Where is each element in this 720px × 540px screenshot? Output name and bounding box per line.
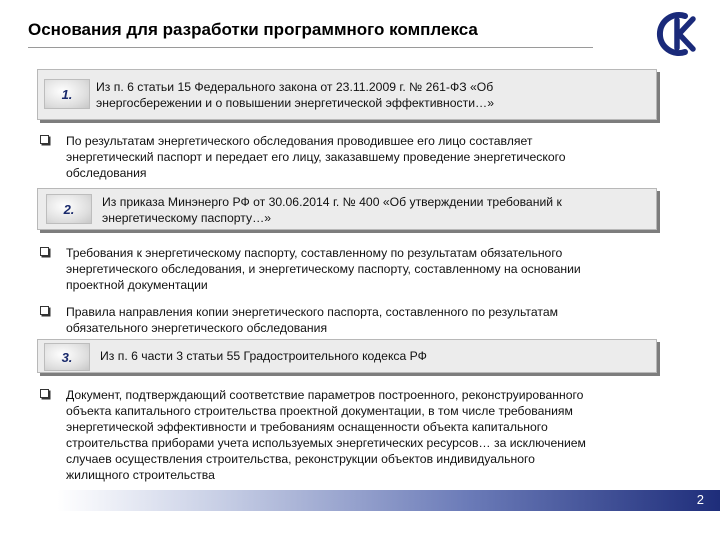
bullet-text: Правила направления копии энергетического паспорта, составленного по результатам обязательного энергетического обследования xyxy=(66,305,558,335)
bullet-text: Требования к энергетическому паспорту, составленному по результатам обязательного энергетического обследования, и энергетическому паспорту, составленному на основании проектной документации xyxy=(66,246,581,292)
reference-text xyxy=(96,79,494,111)
reference-line: энергетическому паспорту…» xyxy=(102,211,272,225)
footer-bar xyxy=(0,490,720,511)
reference-number-badge: 3. xyxy=(44,343,90,371)
bullet-text: По результатам энергетического обследования проводившее его лицо составляет энергетический паспорт и передает его лицу, заказавшему проведение энергетического обследования xyxy=(66,134,566,180)
reference-line: энергосбережении и о повышении энергетической эффективности…» xyxy=(96,96,494,110)
reference-text xyxy=(102,194,562,226)
checkbox-bullet-icon xyxy=(40,306,49,315)
reference-line: Из п. 6 статьи 15 Федерального закона от 23.11.2009 г. № 261-ФЗ «Об xyxy=(96,80,494,94)
checkbox-bullet-icon xyxy=(40,389,49,398)
page-number: 2 xyxy=(696,492,704,507)
reference-box-3 xyxy=(37,339,657,373)
reference-line: Из п. 6 части 3 статьи 55 Градостроительного кодекса РФ xyxy=(100,349,427,363)
title-divider xyxy=(28,47,593,48)
reference-number-badge: 2. xyxy=(46,194,92,224)
reference-box-1 xyxy=(37,69,657,120)
page-title: Основания для разработки программного комплекса xyxy=(28,20,478,39)
bullet-text: Документ, подтверждающий соответствие параметров построенного, реконструированного объекта капитального строительства проектной документации, в том числе требованиям энергетической эффективности и требованиям оснащенности объекта капитального строительства приборами учета используемых энергетических ресурсов… за исключением случаев осуществления строительства, реконструкции объектов индивидуального жилищного строительства xyxy=(66,388,586,482)
company-logo-icon xyxy=(655,10,703,58)
checkbox-bullet-icon xyxy=(40,135,49,144)
checkbox-bullet-icon xyxy=(40,247,49,256)
reference-box-2 xyxy=(37,188,657,230)
reference-number-badge: 1. xyxy=(44,79,90,109)
reference-text xyxy=(100,348,427,364)
reference-line: Из приказа Минэнерго РФ от 30.06.2014 г. № 400 «Об утверждении требований к xyxy=(102,195,562,209)
